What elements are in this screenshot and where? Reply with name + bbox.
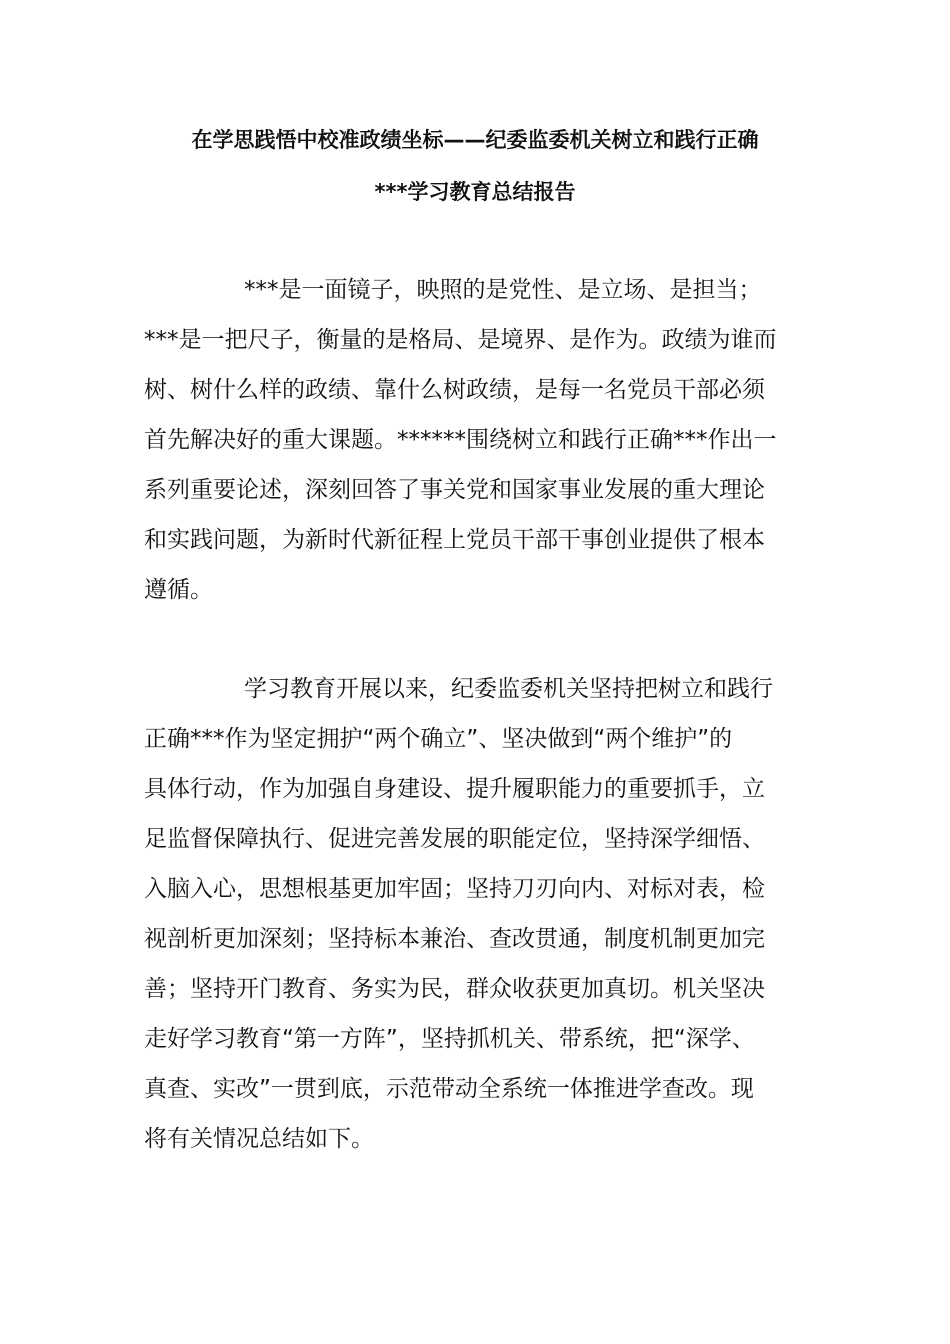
document-title-line-2: ***学习教育总结报告 — [374, 180, 576, 204]
paragraph-line: ***是一面镜子，映照的是党性、是立场、是担当； — [244, 277, 762, 303]
paragraph-line: 遵循。 — [144, 577, 213, 603]
paragraph-line: 足监督保障执行、促进完善发展的职能定位，坚持深学细悟、 — [144, 826, 765, 852]
paragraph-line: 视剖析更加深刻；坚持标本兼治、查改贯通，制度机制更加完 — [144, 926, 765, 952]
paragraph-line: ***是一把尺子，衡量的是格局、是境界、是作为。政绩为谁而 — [144, 327, 777, 353]
paragraph-line: 真查、实改”一贯到底，示范带动全系统一体推进学查改。现 — [144, 1076, 754, 1102]
paragraph-line: 系列重要论述，深刻回答了事关党和国家事业发展的重大理论 — [144, 477, 765, 503]
paragraph-line: 学习教育开展以来，纪委监委机关坚持把树立和践行 — [244, 676, 773, 702]
paragraph-line: 树、树什么样的政绩、靠什么树政绩，是每一名党员干部必须 — [144, 377, 765, 403]
paragraph-line: 和实践问题，为新时代新征程上党员干部干事创业提供了根本 — [144, 527, 765, 553]
paragraph-line: 具体行动，作为加强自身建设、提升履职能力的重要抓手，立 — [144, 776, 765, 802]
paragraph-line: 正确***作为坚定拥护“两个确立”、坚决做到“两个维护”的 — [144, 726, 733, 752]
paragraph-summary — [144, 664, 824, 1164]
paragraph-line: 首先解决好的重大课题。******围绕树立和践行正确***作出一 — [144, 427, 777, 453]
document-title-line-1: 在学思践悟中校准政绩坐标——纪委监委机关树立和践行正确 — [191, 128, 759, 152]
paragraph-line: 将有关情况总结如下。 — [144, 1126, 374, 1152]
paragraph-intro — [144, 265, 824, 615]
paragraph-line: 入脑入心，思想根基更加牢固；坚持刀刃向内、对标对表，检 — [144, 876, 765, 902]
paragraph-line: 善；坚持开门教育、务实为民，群众收获更加真切。机关坚决 — [144, 976, 765, 1002]
paragraph-line: 走好学习教育“第一方阵”，坚持抓机关、带系统，把“深学、 — [144, 1026, 755, 1052]
